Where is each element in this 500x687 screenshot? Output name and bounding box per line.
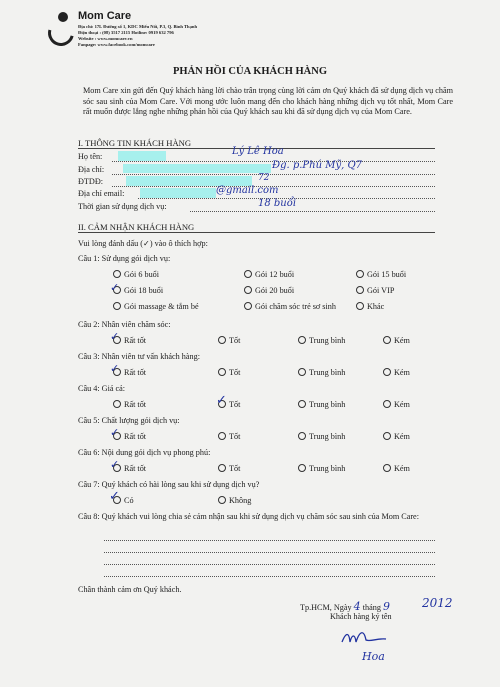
date-day: 4: [353, 600, 361, 613]
radio-icon: [244, 270, 252, 278]
q7-label: Câu 7: Quý khách có hài lòng sau khi sử dụng dịch vụ?: [78, 480, 260, 489]
q7-option-khong[interactable]: [218, 496, 251, 505]
radio-icon: [356, 270, 364, 278]
q1-option-20-buoi[interactable]: [244, 286, 294, 295]
signature-name: Hoa: [362, 650, 385, 663]
q6-option-trung-binh[interactable]: [298, 464, 345, 473]
radio-icon: [113, 400, 121, 408]
option-label: Gói 15 buổi: [367, 270, 407, 279]
q4-option-kem[interactable]: [383, 400, 410, 409]
q1-option-vip[interactable]: [356, 286, 394, 295]
checkmark-icon: ✓: [110, 458, 120, 471]
radio-icon: [383, 368, 391, 376]
option-label: Kém: [394, 400, 410, 409]
radio-icon: [298, 368, 306, 376]
radio-icon: [383, 336, 391, 344]
q4-option-rat-tot[interactable]: [113, 400, 146, 409]
q2-option-tot[interactable]: [218, 336, 240, 345]
radio-icon: [356, 286, 364, 294]
signature-scribble: [340, 626, 400, 650]
option-label: Gói 12 buổi: [255, 270, 295, 279]
date-prefix: Tp.HCM, Ngày: [300, 603, 352, 612]
q8-answer-line[interactable]: [104, 552, 435, 553]
q8-label: Câu 8: Quý khách vui lòng chia sẻ cảm nhận sau khi sử dụng dịch vụ chăm sóc sau sinh của Mom Care:: [78, 512, 419, 521]
option-label: Trung bình: [309, 432, 346, 441]
field-address-label: Địa chỉ:: [78, 165, 105, 174]
checkmark-icon: ✓: [110, 362, 120, 375]
radio-icon: [218, 464, 226, 472]
q2-label: Câu 2: Nhân viên chăm sóc:: [78, 320, 171, 329]
checkmark-icon: ✓: [110, 330, 120, 343]
q1-option-tre-so-sinh[interactable]: [244, 302, 336, 311]
handwritten-email: @gmail.com: [216, 185, 279, 196]
q5-option-trung-binh[interactable]: [298, 432, 345, 441]
q1-label: Câu 1: Sử dụng gói dịch vụ:: [78, 254, 171, 263]
option-label: Trung bình: [309, 400, 346, 409]
brand-name: Mom Care: [78, 10, 132, 22]
intro-paragraph: Mom Care xin gửi đến Quý khách hàng lời chào trân trọng cùng lời cảm ơn Quý khách đã sử dụng dịch vụ chăm sóc sau sinh của Mom Care. Với mong ước luôn mang đến cho khách hàng những dịch vụ tốt nhất, Mom Care rất muốn được lắng nghe những phản hồi của Quý khách sau khi đã sử dụng dịch vụ của Mom Care.: [83, 86, 453, 117]
redaction-block: [118, 151, 166, 161]
option-label: Gói VIP: [367, 286, 395, 295]
section2-heading: II. CẢM NHẬN KHÁCH HÀNG: [78, 222, 195, 232]
radio-icon: [218, 336, 226, 344]
date-year: 2012: [422, 596, 453, 610]
q2-option-kem[interactable]: [383, 336, 410, 345]
date-year-label: năm: [392, 603, 407, 612]
q5-label: Câu 5: Chất lượng gói dịch vụ:: [78, 416, 180, 425]
q3-option-tot[interactable]: [218, 368, 240, 377]
header-fanpage: Fanpage: www.facebook.com/momcare: [78, 42, 155, 47]
instruction-text: Vui lòng đánh dấu (✓) vào ô thích hợp:: [78, 239, 208, 248]
q5-option-tot[interactable]: [218, 432, 240, 441]
option-label: Kém: [394, 336, 410, 345]
q5-option-kem[interactable]: [383, 432, 410, 441]
handwritten-phone: 72: [258, 173, 270, 183]
field-name-label: Họ tên:: [78, 152, 103, 161]
radio-icon: [218, 496, 226, 504]
page-title: PHẢN HỒI CỦA KHÁCH HÀNG: [172, 66, 327, 77]
radio-icon: [244, 286, 252, 294]
option-label: Rất tốt: [124, 432, 147, 441]
q6-label: Câu 6: Nội dung gói dịch vụ phong phú:: [78, 448, 211, 457]
q1-option-massage[interactable]: [113, 302, 199, 311]
option-label: Trung bình: [309, 336, 346, 345]
option-label: Gói 20 buổi: [255, 286, 295, 295]
option-label: Tốt: [229, 400, 241, 409]
redaction-block: [140, 188, 216, 198]
radio-icon: [298, 464, 306, 472]
q3-option-trung-binh[interactable]: [298, 368, 345, 377]
radio-icon: [218, 432, 226, 440]
closing-text: Chân thành cảm ơn Quý khách.: [78, 585, 182, 594]
option-label: Rất tốt: [124, 464, 147, 473]
checkmark-icon: ✓: [110, 426, 120, 439]
option-label: Trung bình: [309, 368, 346, 377]
field-address-line[interactable]: [112, 174, 435, 175]
option-label: Tốt: [229, 432, 241, 441]
radio-icon: [113, 302, 121, 310]
radio-icon: [218, 368, 226, 376]
radio-icon: [298, 432, 306, 440]
q6-option-kem[interactable]: [383, 464, 410, 473]
checkmark-icon: ✓: [110, 281, 120, 294]
q4-label: Câu 4: Giá cả:: [78, 384, 126, 393]
field-duration-label: Thời gian sử dụng dịch vụ:: [78, 202, 167, 211]
option-label: Kém: [394, 368, 410, 377]
header-address: Địa chỉ: 17L Đường số 1, KDC Miếu Nổi, P.3, Q. Bình Thạnh: [78, 24, 198, 29]
option-label: Rất tốt: [124, 400, 147, 409]
option-label: Gói chăm sóc trẻ sơ sinh: [255, 302, 336, 311]
option-label: Rất tốt: [124, 368, 147, 377]
q3-label: Câu 3: Nhân viên tư vấn khách hàng:: [78, 352, 200, 361]
checkmark-icon: ✓: [216, 393, 227, 408]
option-label: Gói 18 buổi: [124, 286, 164, 295]
date-month: 9: [382, 600, 390, 613]
handwritten-name: Lý Lê Hoa: [232, 146, 284, 157]
radio-icon: [298, 336, 306, 344]
option-label: Gói massage & tắm bé: [124, 302, 199, 311]
logo-dot: [58, 12, 68, 22]
q8-answer-line[interactable]: [104, 576, 435, 577]
radio-icon: [298, 400, 306, 408]
q1-option-18-buoi[interactable]: [113, 286, 163, 295]
q4-option-trung-binh[interactable]: [298, 400, 345, 409]
radio-icon: [244, 302, 252, 310]
option-label: Kém: [394, 432, 410, 441]
option-label: Không: [229, 496, 252, 505]
section2-rule: [78, 232, 435, 233]
option-label: Trung bình: [309, 464, 346, 473]
q8-answer-line[interactable]: [104, 564, 435, 565]
field-email-label: Địa chỉ email:: [78, 189, 125, 198]
option-label: Gói 6 buổi: [124, 270, 160, 279]
radio-icon: [383, 464, 391, 472]
q3-option-kem[interactable]: [383, 368, 410, 377]
q2-option-trung-binh[interactable]: [298, 336, 345, 345]
signature-label: Khách hàng ký tên: [330, 612, 392, 621]
radio-icon: [383, 400, 391, 408]
handwritten-address: Đg. p.Phú Mỹ, Q7: [272, 160, 363, 171]
date-month-label: tháng: [362, 603, 381, 612]
header-phone: Điện thoại : (08) 3517 2115 Hotline: 0919 632 796: [78, 30, 174, 35]
handwritten-duration: 18 buổi: [258, 198, 297, 209]
redaction-block: [123, 164, 271, 173]
radio-icon: [356, 302, 364, 310]
option-label: Tốt: [229, 368, 241, 377]
option-label: Có: [124, 496, 134, 505]
q1-option-khac[interactable]: [356, 302, 384, 311]
field-duration-line[interactable]: [190, 211, 435, 212]
q6-option-tot[interactable]: [218, 464, 240, 473]
q1-option-12-buoi[interactable]: [244, 270, 294, 279]
option-label: Kém: [394, 464, 410, 473]
option-label: Rất tốt: [124, 336, 147, 345]
section1-heading: I. THÔNG TIN KHÁCH HÀNG: [78, 138, 192, 148]
header-website: Website : www.momcare.vn: [78, 36, 133, 41]
q1-option-15-buoi[interactable]: [356, 270, 406, 279]
q8-answer-line[interactable]: [104, 540, 435, 541]
checkmark-icon: ✓: [109, 489, 120, 504]
radio-icon: [113, 270, 121, 278]
option-label: Khác: [367, 302, 385, 311]
radio-icon: [383, 432, 391, 440]
field-phone-label: ĐTDĐ:: [78, 177, 104, 186]
option-label: Tốt: [229, 336, 241, 345]
option-label: Tốt: [229, 464, 241, 473]
q1-option-6-buoi[interactable]: [113, 270, 159, 279]
